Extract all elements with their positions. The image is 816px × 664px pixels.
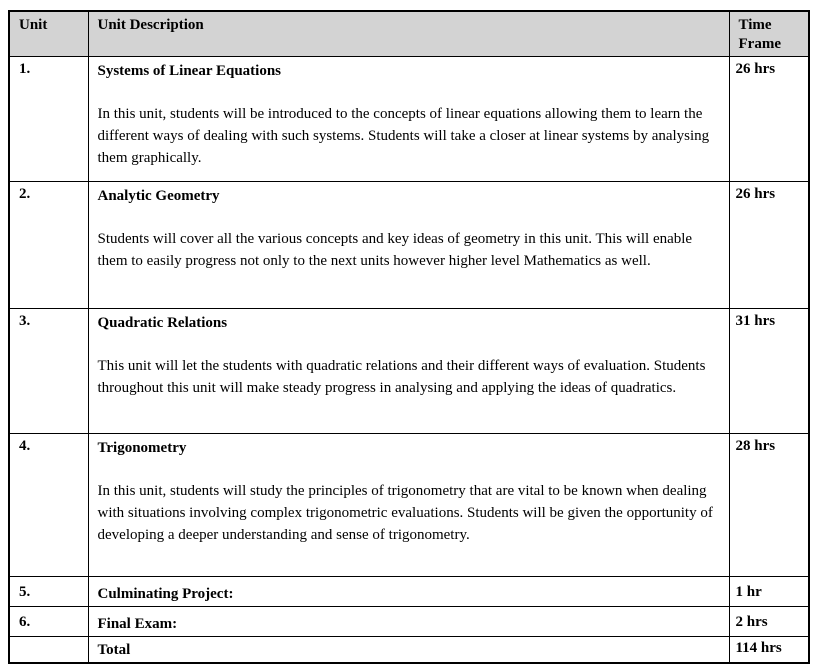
unit-number: 3. [9, 309, 88, 434]
time-frame-value: 28 hrs [729, 434, 809, 577]
table-row-final-exam [9, 607, 809, 637]
header-unit-description: Unit Description [88, 11, 729, 57]
unit-number [9, 637, 88, 664]
unit-number: 5. [9, 577, 88, 607]
unit-number: 6. [9, 607, 88, 637]
table-row-unit-1 [9, 57, 809, 182]
total-label: Total [97, 642, 131, 658]
unit-title: Systems of Linear Equations [97, 63, 282, 79]
time-frame-value: 31 hrs [729, 309, 809, 434]
time-frame-value: 1 hr [729, 577, 809, 607]
table-row-culminating-project [9, 577, 809, 607]
unit-title: Quadratic Relations [97, 315, 228, 331]
table-row-unit-3 [9, 309, 809, 434]
time-frame-value: 26 hrs [729, 57, 809, 182]
time-frame-value: 2 hrs [729, 607, 809, 637]
table-row-unit-2 [9, 182, 809, 309]
table-row-total [9, 637, 809, 664]
header-time-frame: Time Frame [729, 11, 809, 57]
table-header-row [9, 11, 809, 57]
header-unit: Unit [9, 11, 88, 57]
unit-description: In this unit, students will be introduced to the concepts of linear equations allowing them to learn the different ways of dealing with such systems. Students will take a closer at linear systems by analysing them graphically. [97, 106, 710, 166]
unit-title: Analytic Geometry [97, 188, 220, 204]
course-units-table [8, 10, 810, 664]
unit-description: In this unit, students will study the principles of trigonometry that are vital to be known when dealing with situations involving complex trigonometric evaluations. Students will be given the opportunity of developing a deeper understanding and sense of trigonometry. [97, 483, 713, 543]
unit-description: Students will cover all the various concepts and key ideas of geometry in this unit. This will enable them to easily progress not only to the next units however higher level Mathematics as well. [97, 231, 693, 269]
unit-description: This unit will let the students with quadratic relations and their different ways of evaluation. Students throughout this unit will make steady progress in analysing and applying the ideas of quadratics. [97, 358, 706, 396]
unit-number: 4. [9, 434, 88, 577]
unit-number: 1. [9, 57, 88, 182]
unit-number: 2. [9, 182, 88, 309]
table-row-unit-4 [9, 434, 809, 577]
unit-title: Trigonometry [97, 440, 187, 456]
unit-title: Final Exam: [97, 616, 178, 632]
total-hours-value: 114 hrs [729, 637, 809, 664]
unit-title: Culminating Project: [97, 586, 234, 602]
time-frame-value: 26 hrs [729, 182, 809, 309]
